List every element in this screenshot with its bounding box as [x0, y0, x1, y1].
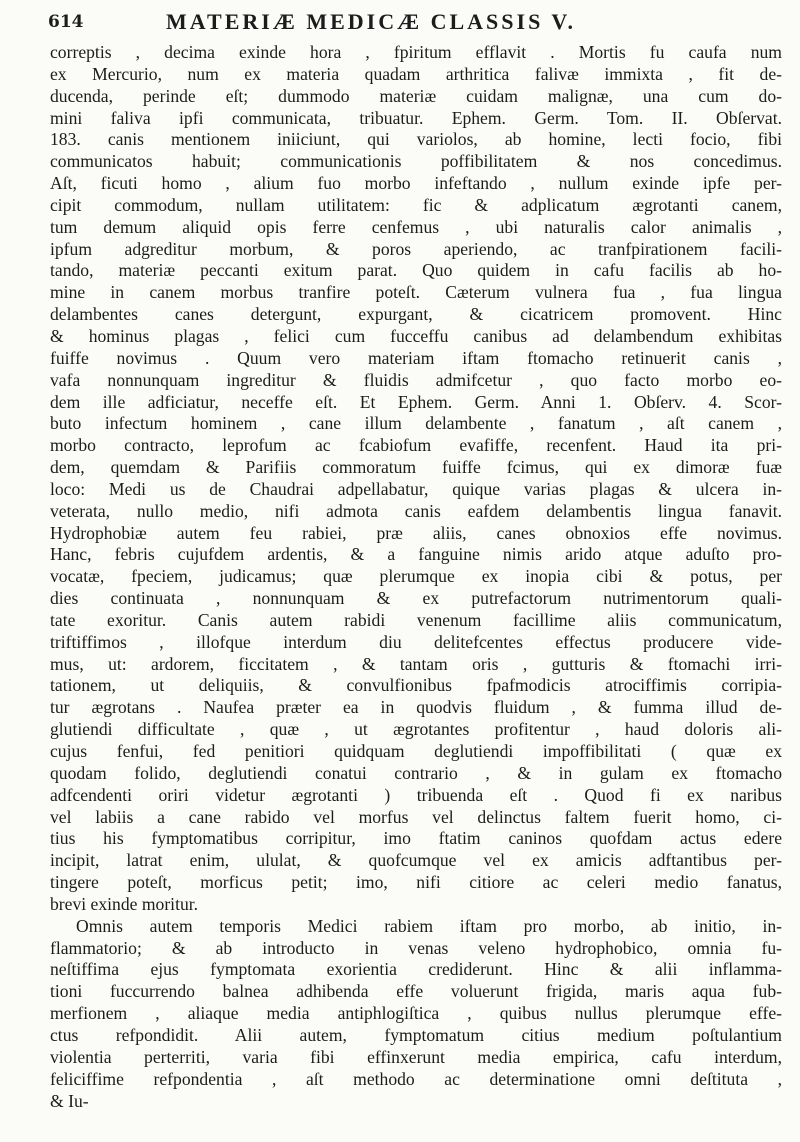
text-line: incipit, latrat enim, ululat, & quofcumque vel ex amicis adftantibus per-: [50, 850, 782, 871]
text-line: 183. canis mentionem iniiciunt, qui variolos, ab homine, lecti focio, fibi: [50, 129, 782, 150]
text-line: neſtiffima ejus fymptomata exorientia crediderunt. Hinc & alii inflamma-: [50, 959, 782, 980]
text-line: dem ille adficiatur, neceffe eſt. Et Ephem. Germ. Anni 1. Obſerv. 4. Scor-: [50, 391, 782, 412]
text-line: buto infectum hominem , cane illum delambente , fanatum , aſt canem ,: [50, 413, 782, 434]
text-line: ducenda, perinde eſt; dummodo materiæ cuidam malignæ, una cum do-: [50, 85, 782, 106]
text-line: Aſt, ficuti homo , alium fuo morbo infeftando , nullum exinde ipfe per-: [50, 173, 782, 194]
page-number: 614: [48, 12, 84, 32]
text-line: feliciffime refpondentia , aſt methodo ac determinatione omni deſtituta ,: [50, 1068, 782, 1089]
text-line: veterata, nullo medio, nifi admota canis eafdem delambentis lingua fanavit.: [50, 500, 782, 521]
text-line: tingere poteſt, morficus petit; imo, nifi citiore ac celeri medio fanatus,: [50, 872, 782, 893]
text-line: correptis , decima exinde hora , fpiritum efflavit . Mortis fu caufa num: [50, 42, 782, 62]
text-line: Hydrophobiæ autem feu rabiei, præ aliis, canes obnoxios effe novimus.: [50, 522, 782, 543]
text-line: loco: Medi us de Chaudrai adpellabatur, quique varias plagas & ulcera in-: [50, 478, 782, 499]
text-line: merfionem , aliaque media antiphlogiſtica , quibus nullus plerumque effe-: [50, 1003, 782, 1024]
text-line: violentia perterriti, varia fibi effinxerunt media empirica, cafu interdum,: [50, 1046, 782, 1067]
text-line: mus, ut: ardorem, ficcitatem , & tantam oris , gutturis & ftomachi irri-: [50, 653, 782, 674]
text-line: tum demum aliquid opis ferre cenfemus , ubi naturalis calor animalis ,: [50, 216, 782, 237]
text-line: tationem, ut deliquiis, & convulfionibus fpafmodicis atrociffimis corripia-: [50, 675, 782, 696]
text-line: communicatos habuit; communicationis poffibilitatem & nos concedimus.: [50, 151, 782, 172]
text-line: cujus fenfui, fed penitiori quidquam deglutiendi impoffibilitati ( quæ ex: [50, 741, 782, 761]
text-line: tius his fymptomatibus corripitur, imo ftatim caninos quofdam actus edere: [50, 828, 782, 849]
text-line: mine in canem morbus tranfire poteſt. Cæterum vulnera fua , fua lingua: [50, 282, 782, 303]
text-line: cipit commodum, nullam utilitatem: fic & adplicatum ægrotanti canem,: [50, 194, 782, 215]
text-line: & Iu-: [50, 1090, 89, 1111]
text-line: dem, quemdam & Parifiis commoratum fuiffe fcimus, qui ex dimoræ fuæ: [50, 457, 782, 478]
text-line: tur ægrotans . Naufea præter ea in quodvis fluidum , & fumma illud de-: [50, 697, 782, 718]
text-line: flammatorio; & ab introducto in venas veleno hydrophobico, omnia fu-: [50, 937, 782, 958]
text-line: Omnis autem temporis Medici rabiem iftam pro morbo, ab initio, in-: [76, 915, 782, 936]
text-line: ipfum adgreditur morbum, & poros aperiendo, ac tranfpirationem facili-: [50, 238, 782, 259]
text-line: delambentes canes detergunt, expurgant, & cicatricem promovent. Hinc: [50, 304, 782, 325]
body-text: [50, 42, 782, 1112]
text-line: vel labiis a cane rabido vel morfus vel delinctus faltem fuerit homo, ci-: [50, 806, 782, 827]
text-line: tioni fuccurrendo balnea adhibenda effe voluerunt frigida, maris aqua fub-: [50, 981, 782, 1002]
running-head: [48, 6, 788, 38]
text-line: tate exoritur. Canis autem rabidi venenum facillime aliis communicatum,: [50, 609, 782, 630]
text-line: triftiffimos , illofque interdum diu delitefcentes effectus producere vide-: [50, 631, 782, 652]
text-line: glutiendi difficultate , quæ , ut ægrotantes profitentur , haud doloris ali-: [50, 719, 782, 740]
text-line: tando, materiæ peccanti exitum parat. Quo quidem in cafu facilis ab ho-: [50, 260, 782, 281]
running-title: MATERIÆ MEDICÆ CLASSIS V.: [166, 9, 576, 34]
text-line: fuiffe novimus . Quum vero materiam iftam ftomacho retinuerit canis ,: [50, 347, 782, 368]
text-line: vocatæ, fpeciem, judicamus; quæ plerumque ex inopia cibi & potus, per: [50, 566, 782, 587]
text-line: dies continuata , nonnunquam & ex putrefactorum nutrimentorum quali-: [50, 588, 782, 609]
text-line: ex Mercurio, num ex materia quadam arthritica falivæ immixta , fit de-: [50, 63, 782, 84]
text-line: quodam folido, deglutiendi conatui contrario , & in gulam ex ftomacho: [50, 762, 782, 783]
text-line: Hanc, febris cujufdem ardentis, & a fanguine nimis arido atque aduſto pro-: [50, 544, 782, 565]
text-line: & hominus plagas , felici cum fucceffu canibus ad delambendum exhibitas: [50, 325, 782, 346]
text-line: ctus refpondidit. Alii autem, fymptomatum citius medium poſtulantium: [50, 1024, 782, 1045]
text-line: adfcendenti oriri videtur ægrotanti ) tribuenda eſt . Quod fi ex naribus: [50, 784, 782, 805]
text-line: brevi exinde moritur.: [50, 893, 199, 914]
text-line: vafa nonnunquam ingreditur & fluidis admifcetur , quo facto morbo eo-: [50, 369, 782, 390]
text-line: mini faliva ipfi communicata, tribuatur. Ephem. Germ. Tom. II. Obſervat.: [50, 107, 782, 128]
text-line: morbo contracto, leprofum ac fcabiofum evafiffe, recenfent. Haud ita pri-: [50, 435, 782, 456]
